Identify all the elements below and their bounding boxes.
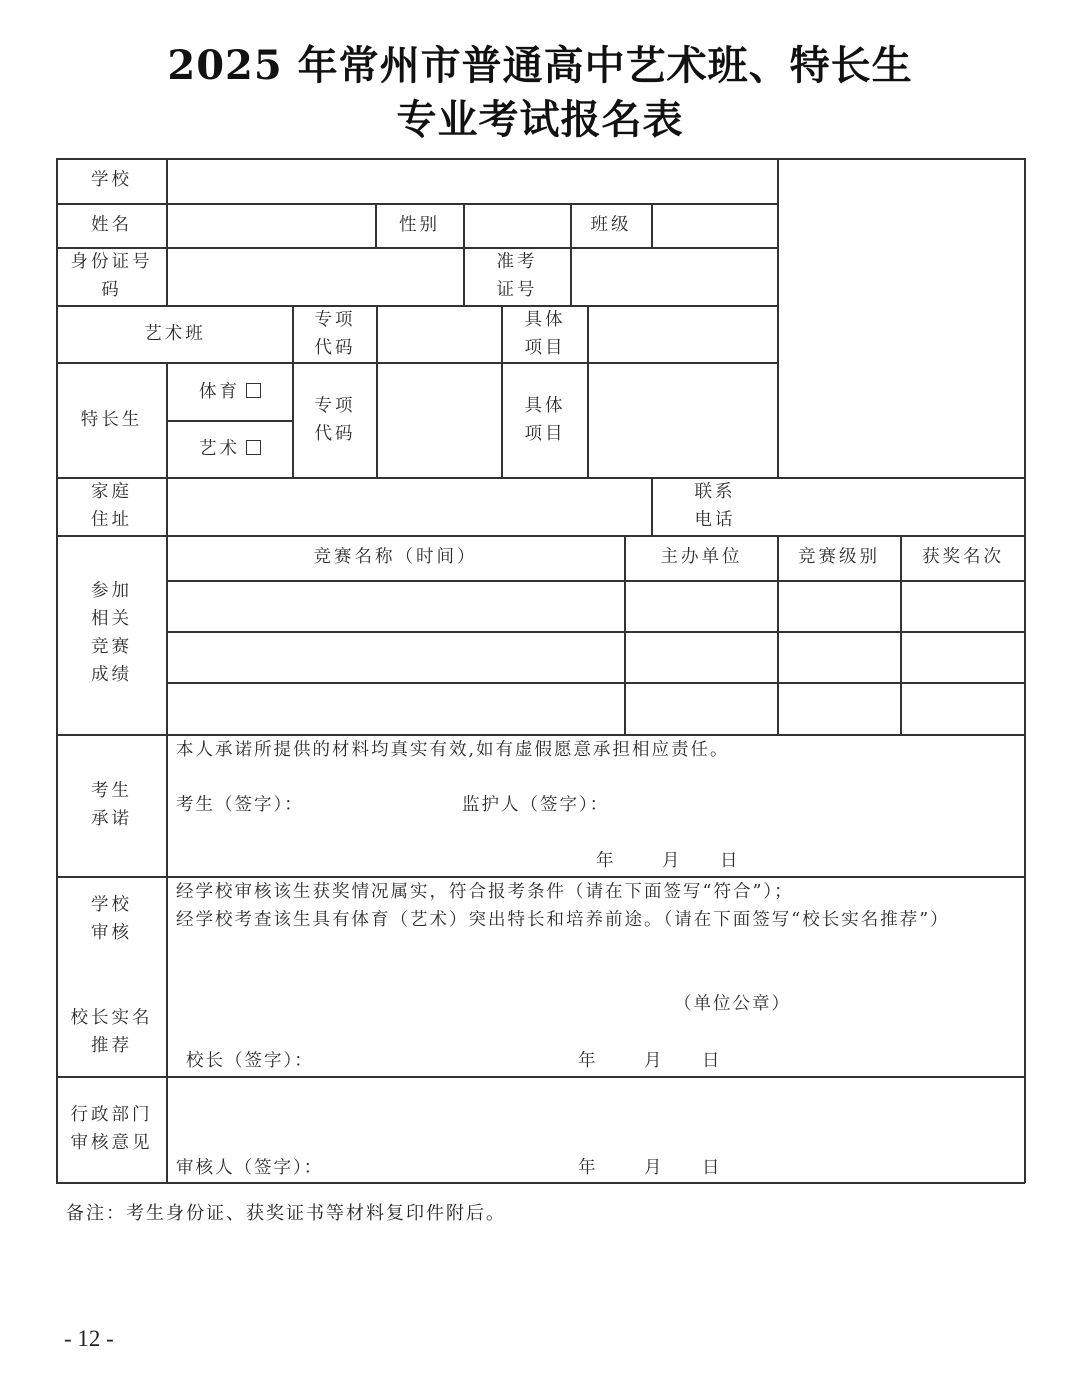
- organizer-header: 主办单位: [660, 547, 743, 567]
- form-title-line1: 2025 年常州市普通高中艺术班、特长生: [167, 42, 913, 89]
- school-label: 学校: [91, 170, 132, 190]
- art-checkbox[interactable]: [246, 440, 261, 455]
- phone-field[interactable]: [780, 479, 1023, 534]
- specialty-major-code-label: 专项 代码: [314, 396, 356, 444]
- footnote: 备注：考生身份证、获奖证书等材料复印件附后。: [66, 1203, 506, 1224]
- admin-month: 月: [644, 1158, 664, 1178]
- form-title-line2: 专业考试报名表: [396, 96, 684, 143]
- name-label: 姓名: [91, 215, 132, 235]
- specialty-item-label: 具体 项目: [524, 396, 566, 444]
- review-day: 日: [702, 1051, 722, 1071]
- specialty-label: 特长生: [80, 410, 143, 430]
- admin-review-label: 行政部门 审核意见: [70, 1105, 153, 1153]
- principal-recommend-label: 校长实名 推荐: [70, 1008, 153, 1056]
- pledge-day: 日: [720, 851, 740, 871]
- class-label: 班级: [590, 215, 632, 235]
- award-rank-header: 获奖名次: [922, 547, 1004, 567]
- competition-name-header: 竞赛名称（时间）: [313, 547, 478, 567]
- pledge-month: 月: [662, 851, 682, 871]
- specialty-item-field[interactable]: [589, 364, 776, 476]
- competition-row[interactable]: [168, 633, 1023, 681]
- art-item-label: 具体 项目: [524, 310, 566, 358]
- art-class-label: 艺术班: [144, 324, 206, 344]
- pledge-label: 考生 承诺: [91, 781, 132, 829]
- address-label: 家庭 住址: [91, 482, 132, 530]
- sports-option[interactable]: 体育: [167, 378, 293, 406]
- id-number-label: 身份证号 码: [70, 252, 153, 300]
- gender-field[interactable]: [465, 205, 569, 246]
- address-field[interactable]: [168, 479, 650, 534]
- school-field[interactable]: [168, 160, 776, 202]
- sports-checkbox[interactable]: [246, 383, 261, 398]
- phone-label: 联系 电话: [694, 482, 736, 530]
- exam-number-label: 准考 证号: [496, 252, 538, 300]
- exam-number-field[interactable]: [572, 249, 776, 304]
- pledge-text: 本人承诺所提供的材料均真实有效,如有虚假愿意承担相应责任。: [176, 740, 730, 760]
- reviewer-signature-label: 审核人（签字）：: [176, 1158, 324, 1178]
- art-item-field[interactable]: [589, 307, 776, 361]
- review-month: 月: [644, 1051, 664, 1071]
- specialty-major-code-field[interactable]: [378, 364, 500, 476]
- page-number: - 12 -: [64, 1326, 114, 1351]
- review-year: 年: [578, 1051, 598, 1071]
- school-review-text-2: 经学校考查该生具有体育（艺术）突出特长和培养前途。（请在下面签写“校长实名推荐”）: [176, 910, 950, 930]
- student-signature-label: 考生（签字）：: [176, 795, 304, 815]
- art-major-code-field[interactable]: [378, 307, 500, 361]
- guardian-signature-label: 监护人（签字）：: [462, 795, 610, 815]
- principal-signature-label: 校长（签字）：: [186, 1051, 314, 1071]
- school-review-label: 学校 审核: [91, 895, 132, 943]
- name-field[interactable]: [168, 205, 374, 246]
- class-field[interactable]: [653, 205, 776, 246]
- admin-day: 日: [702, 1158, 722, 1178]
- unit-seal: （单位公章）: [674, 994, 791, 1014]
- art-option[interactable]: 艺术: [167, 435, 293, 463]
- competition-label: 参加 相关 竞赛 成绩: [91, 581, 132, 685]
- competition-row[interactable]: [168, 684, 1023, 733]
- art-major-code-label: 专项 代码: [314, 310, 356, 358]
- admin-year: 年: [578, 1158, 598, 1178]
- competition-row[interactable]: [168, 582, 1023, 630]
- photo-area: [779, 160, 1023, 476]
- competition-level-header: 竞赛级别: [798, 547, 880, 567]
- pledge-year: 年: [596, 851, 616, 871]
- gender-label: 性别: [399, 215, 440, 235]
- id-number-field[interactable]: [168, 249, 462, 304]
- school-review-text-1: 经学校审核该生获奖情况属实，符合报考条件（请在下面签写“符合”）；: [176, 882, 794, 902]
